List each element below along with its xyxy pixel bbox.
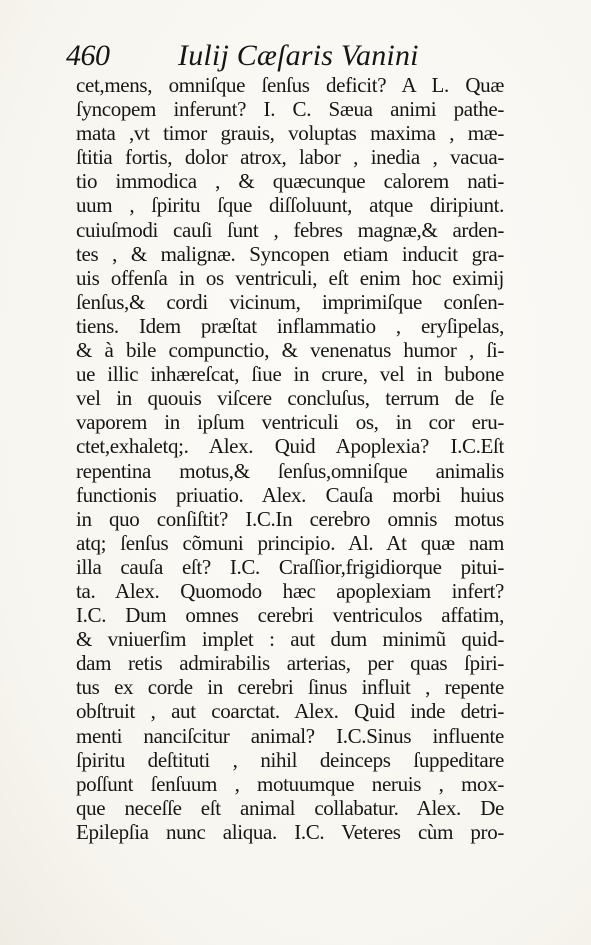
text-line: menti nanciſcitur animal? I.C.Sinus influente [76, 723, 504, 748]
text-line: obſtruit , aut coarctat. Alex. Quid inde detri- [76, 699, 504, 724]
text-line: & à bile compunctio, & venenatus humor , ſi- [76, 338, 504, 363]
text-line: atq; ſenſus cõmuni principio. Al. At quæ nam [76, 530, 504, 555]
text-line: poſſunt ſenſuum , motuumque neruis , mox- [76, 771, 504, 796]
text-line: repentina motus,& ſenſus,omniſque animalis [76, 458, 504, 483]
text-line: tes , & malignæ. Syncopen etiam inducit gra- [76, 241, 504, 266]
text-line: Epilepſia nunc aliqua. I.C. Veteres cùm pro- [76, 819, 504, 844]
text-line: functionis priuatio. Alex. Cauſa morbi huius [76, 482, 504, 507]
text-line: mata ,vt timor grauis, voluptas maxima , mæ- [76, 121, 504, 146]
text-line: tiens. Idem præſtat inflammatio , eryſipelas, [76, 313, 504, 338]
text-line: illa cauſa eſt? I.C. Craſſior,frigidiorque pitui- [76, 554, 504, 579]
text-line: I.C. Dum omnes cerebri ventriculos affatim, [76, 603, 504, 628]
running-title: Iulij Cæſaris Vanini [178, 39, 419, 72]
text-line: cet,mens, omniſque ſenſus deficit? A L. Quæ [76, 73, 504, 97]
text-line: ta. Alex. Quomodo hæc apoplexiam infert? [76, 578, 504, 603]
text-line: ctet,exhaletq;. Alex. Quid Apoplexia? I.C.Eſt [76, 434, 504, 459]
text-line: in quo conſiſtit? I.C.In cerebro omnis motus [76, 506, 504, 531]
text-line: vaporem in ipſum ventriculi os, in cor eru- [76, 410, 504, 435]
text-line: ſenſus,& cordi vicinum, imprimiſque conſen- [76, 289, 504, 314]
text-line: ſpiritu deſtituti , nihil deinceps ſuppeditare [76, 747, 504, 772]
text-line: dam retis admirabilis arterias, per quas ſpiri- [76, 651, 504, 676]
page-header [66, 36, 516, 76]
text-line: ſyncopem inferunt? I. C. Sæua animi pathe- [76, 97, 504, 122]
text-line: ue illic inhæreſcat, ſiue in crure, vel in bubone [76, 362, 504, 387]
page-number: 460 [66, 39, 110, 72]
text-line: uis offenſa in os ventriculi, eſt enim hoc eximij [76, 265, 504, 290]
text-line: ſtitia fortis, dolor atrox, labor , inedia , vacua- [76, 145, 504, 170]
body-text [76, 73, 504, 844]
text-line: tus ex corde in cerebri ſinus influit , repente [76, 675, 504, 700]
text-line: uum , ſpiritu ſque diſſoluunt, atque diripiunt. [76, 193, 504, 218]
text-line: que neceſſe eſt animal collabatur. Alex. De [76, 795, 504, 820]
text-line: vel in quouis viſcere concluſus, terrum de ſe [76, 386, 504, 411]
text-line: cuiuſmodi cauſi ſunt , febres magnæ,& arden- [76, 217, 504, 242]
text-line: & vniuerſim implet : aut dum minimũ quid- [76, 627, 504, 652]
text-line: tio immodica , & quæcunque calorem nati- [76, 169, 504, 194]
